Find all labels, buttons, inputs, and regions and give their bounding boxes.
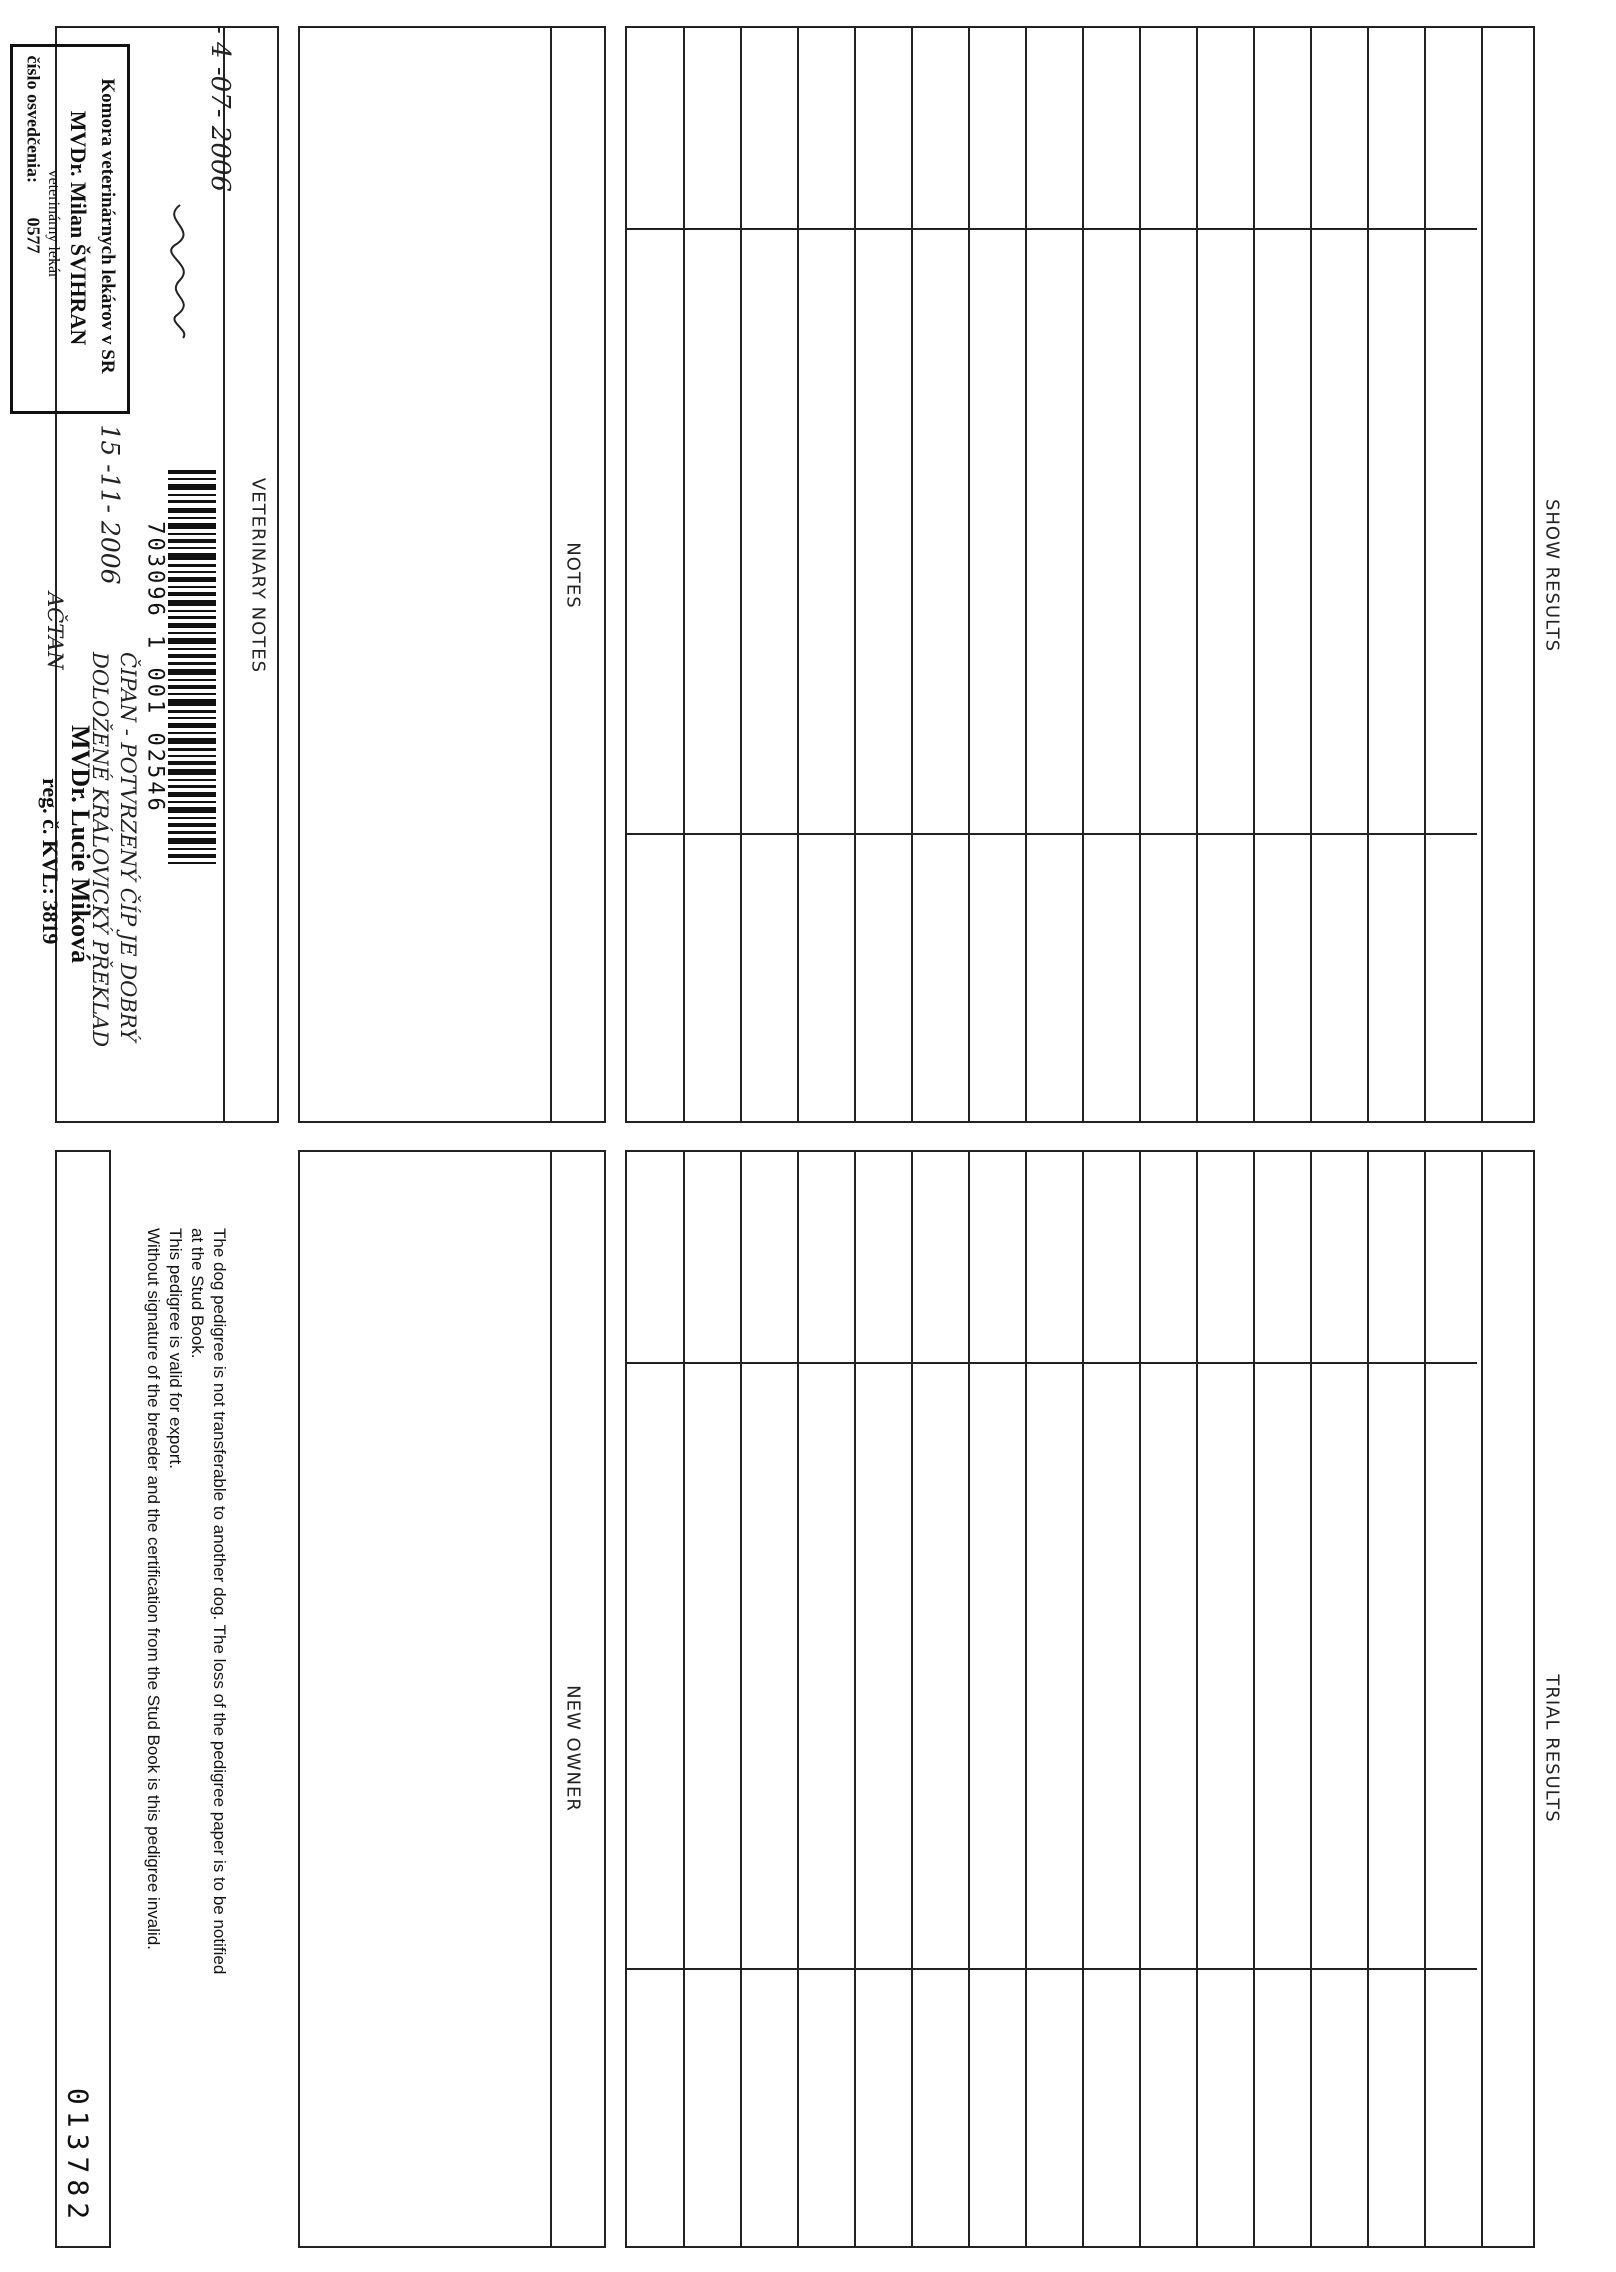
- show-results-heading: SHOW RESULTS: [1541, 498, 1563, 653]
- vet-entry-2-line1: ČIPAN - POTVRZENÝ ČÍP JE DOBRÝ: [116, 652, 140, 1042]
- notice-line-2: at the Stud Book.: [188, 1228, 207, 1359]
- new-owner-heading: NEW OWNER: [562, 1685, 584, 1812]
- show-results-grid: [625, 26, 1535, 1123]
- notice-line-3: This pedigree is valid for export.: [166, 1228, 185, 1469]
- barcode-number: 703096 1 001 02546: [142, 521, 168, 814]
- notes-box: [298, 26, 606, 1123]
- barcode: [168, 470, 216, 870]
- vet-stamp-1-line1: Komora veterinárnych lekárov v SR: [97, 78, 118, 374]
- vet-entry-2-line2: DOLOŽENÉ KRÁLOVICKÝ PŘEKLAD: [88, 652, 112, 1048]
- trial-results-heading: TRIAL RESULTS: [1541, 1674, 1563, 1823]
- vet-stamp-1-line4: [23, 56, 44, 396]
- veterinary-notes-heading: VETERINARY NOTES: [247, 477, 269, 674]
- vet-stamp-2-name: MVDr. Lucie Miková: [66, 725, 95, 964]
- trial-results-grid: [625, 1150, 1535, 2248]
- vet-entry-date-2: 15 -11- 2006: [95, 424, 125, 585]
- vet-entry-2-line3: AČTAN: [43, 592, 67, 670]
- notice-line-1: The dog pedigree is not transferable to another dog. The loss of the pedigree paper is to be notified: [210, 1228, 229, 1975]
- notes-heading: NOTES: [562, 542, 584, 609]
- vet-stamp-1-line3: veterinárny lekár: [45, 169, 62, 279]
- vet-stamp-1-line2: MVDr. Milan ŠVIHRAN: [66, 110, 91, 346]
- serial-number: 013782: [61, 2087, 95, 2226]
- vet-stamp-1-cert-value: 0577: [23, 217, 44, 254]
- vet-stamp-2-reg: reg. č. KVL: 3819: [38, 778, 63, 945]
- new-owner-box: [298, 1150, 606, 2248]
- vet-entry-date-1: - 4 -07- 2006: [205, 25, 235, 192]
- barcode-bars: [168, 470, 216, 870]
- notice-line-4: Without signature of the breeder and the certification from the Stud Book is this pedigree invalid.: [144, 1228, 163, 1950]
- vet-stamp-1: [10, 44, 130, 414]
- vet-signature-1: [155, 200, 205, 340]
- pedigree-notice: [130, 1228, 230, 2128]
- vet-stamp-1-cert-label: číslo osvedčenia:: [23, 55, 44, 183]
